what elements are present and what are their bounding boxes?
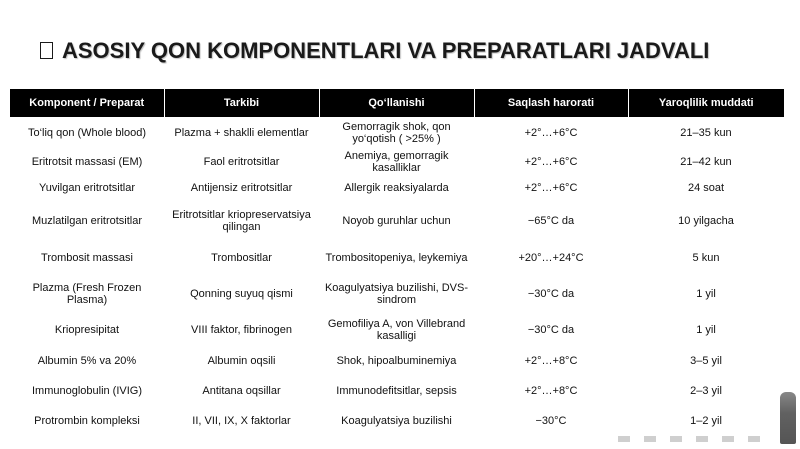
table-cell: +20°…+24°C bbox=[518, 252, 584, 264]
column-header: Qo‘llanishi bbox=[319, 89, 474, 117]
table-cell: Protrombin kompleksi bbox=[34, 415, 140, 427]
column-header: Saqlash harorati bbox=[474, 89, 628, 117]
table-cell: Albumin 5% va 20% bbox=[37, 355, 137, 367]
table-cell: Eritrotsitlar kriopreservatsiya qilingan bbox=[172, 209, 311, 233]
table-cell: 1–2 yil bbox=[690, 415, 722, 427]
table-cell: 3–5 yil bbox=[690, 355, 722, 367]
table-cell: −65°C da bbox=[527, 215, 575, 227]
table-cell: Faol eritrotsitlar bbox=[203, 156, 280, 168]
table-cell: 1 yil bbox=[696, 324, 716, 336]
table-row bbox=[10, 346, 784, 376]
table-cell: Shok, hipoalbuminemiya bbox=[336, 355, 457, 367]
table-cell: Yuvilgan eritrotsitlar bbox=[39, 182, 135, 194]
slide-title bbox=[40, 38, 709, 64]
column-header: Komponent / Preparat bbox=[10, 89, 164, 117]
table-cell: Antijensiz eritrotsitlar bbox=[190, 182, 293, 194]
table-row bbox=[10, 314, 784, 346]
table-cell: Trombositlar bbox=[211, 252, 272, 264]
table-cell: Noyob guruhlar uchun bbox=[342, 215, 451, 227]
square-box-icon bbox=[40, 42, 53, 59]
table-cell: Allergik reaksiyalarda bbox=[344, 182, 449, 194]
decorative-figure bbox=[780, 392, 796, 444]
table-cell: +2°…+6°C bbox=[524, 182, 578, 194]
column-header: Yaroqlilik muddati bbox=[628, 89, 784, 117]
table-cell: Koagulyatsiya buzilishi bbox=[341, 415, 452, 427]
table-cell: Plazma + shaklli elementlar bbox=[174, 126, 309, 139]
table-row bbox=[10, 242, 784, 274]
table-row bbox=[10, 406, 784, 436]
table-header-row bbox=[10, 89, 784, 117]
table-row bbox=[10, 376, 784, 406]
table-row bbox=[10, 200, 784, 242]
column-header: Tarkibi bbox=[164, 89, 319, 117]
table-cell: 21–42 kun bbox=[680, 156, 732, 168]
table-cell: −30°C da bbox=[527, 288, 575, 300]
table-row bbox=[10, 148, 784, 176]
table-cell: Trombosit massasi bbox=[41, 252, 133, 264]
table-cell: Gemorragik shok, qon yo‘qotish ( >25% ) bbox=[342, 120, 451, 145]
table-cell: −30°C bbox=[535, 415, 567, 427]
table-cell: Qonning suyuq qismi bbox=[190, 288, 293, 300]
table-cell: Immunodefitsitlar, sepsis bbox=[336, 385, 457, 397]
table-cell: +2°…+8°C bbox=[524, 355, 578, 367]
table-cell: Gemofiliya A, von Villebrand kasalligi bbox=[327, 318, 466, 342]
table-cell: Plazma (Fresh Frozen Plasma) bbox=[32, 282, 142, 306]
table-cell: II, VII, IX, X faktorlar bbox=[192, 415, 291, 427]
title-text: ASOSIY QON KOMPONENTLARI VA PREPARATLARI JADVALI bbox=[62, 38, 710, 63]
decorative-strip bbox=[618, 436, 768, 442]
table-cell: +2°…+8°C bbox=[524, 385, 578, 397]
table-cell: Koagulyatsiya buzilishi, DVS-sindrom bbox=[324, 282, 469, 306]
table-cell: +2°…+6°C bbox=[524, 126, 578, 139]
table-cell: 24 soat bbox=[687, 182, 725, 194]
table-cell: Kriopresipitat bbox=[54, 324, 120, 336]
table-cell: Eritrotsit massasi (EM) bbox=[31, 156, 143, 168]
blood-components-table bbox=[10, 89, 784, 436]
table-cell: 1 yil bbox=[696, 288, 716, 300]
table-cell: Anemiya, gemorragik kasalliklar bbox=[344, 150, 449, 174]
table-row bbox=[10, 117, 784, 148]
table-cell: Antitana oqsillar bbox=[202, 385, 281, 397]
table-cell: +2°…+6°C bbox=[524, 156, 578, 168]
table-cell: VIII faktor, fibrinogen bbox=[191, 324, 292, 336]
table-cell: Muzlatilgan eritrotsitlar bbox=[31, 215, 143, 227]
table-cell: −30°C da bbox=[527, 324, 575, 336]
table-cell: 10 yilgacha bbox=[678, 215, 734, 227]
table-cell: To‘liq qon (Whole blood) bbox=[27, 126, 146, 139]
table-cell: Albumin oqsili bbox=[207, 355, 276, 367]
table-row bbox=[10, 176, 784, 200]
table-cell: Trombositopeniya, leykemiya bbox=[325, 252, 468, 264]
table-row bbox=[10, 274, 784, 314]
table-cell: 21–35 kun bbox=[680, 126, 732, 139]
table-cell: 2–3 yil bbox=[690, 385, 722, 397]
table-cell: Immunoglobulin (IVIG) bbox=[31, 385, 143, 397]
table-cell: 5 kun bbox=[692, 252, 720, 264]
